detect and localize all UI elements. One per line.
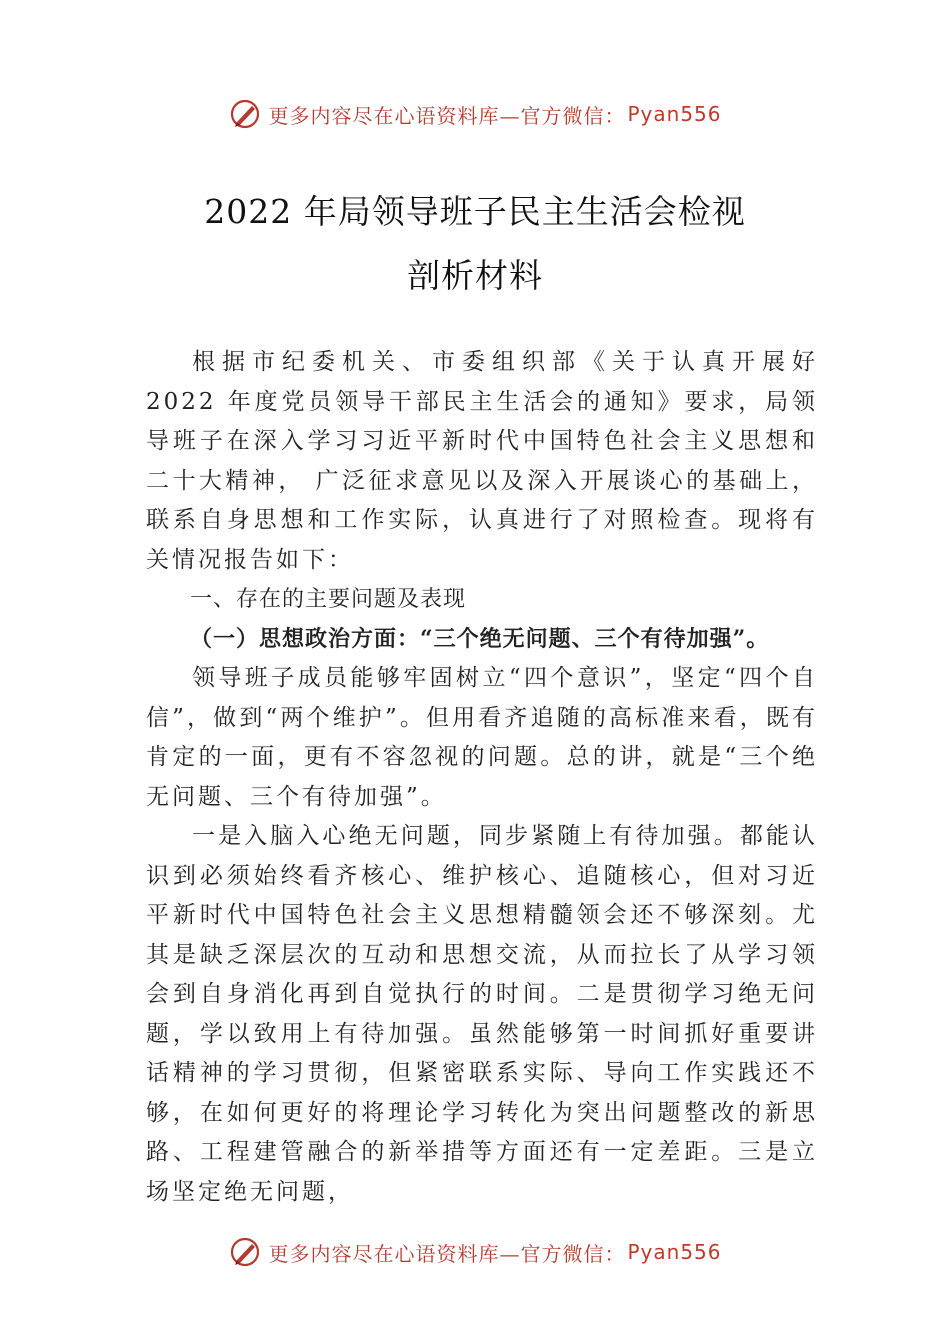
watermark-text: 更多内容尽在心语资料库—官方微信： (268, 103, 626, 128)
pen-logo-icon (228, 97, 262, 131)
subsection-heading: （一）思想政治方面：“三个绝无问题、三个有待加强”。 (190, 625, 770, 652)
pen-logo-icon (228, 1235, 262, 1269)
header-watermark (0, 94, 950, 134)
intro-paragraph: 根据市纪委机关、市委组织部《关于认真开展好 2022 年度党员领导干部民主生活会的通知》要求，局领导班子在深入学习习近平新时代中国特色社会主义思想和二十大精神， 广泛征求意见以及深入开展谈心的基础上，联系自身思想和工作实际，认真进行了对照检查。现将有关情况报告如下： (146, 349, 818, 573)
detail-paragraph: 一是入脑入心绝无问题，同步紧随上有待加强。都能认识到必须始终看齐核心、维护核心、追随核心，但对习近平新时代中国特色社会主义思想精髓领会还不够深刻。尤其是缺乏深层次的互动和思想交流，从而拉长了从学习领会到自身消化再到自觉执行的时间。二是贯彻学习绝无问题，学以致用上有待加强。虽然能够第一时间抓好重要讲话精神的学习贯彻，但紧密联系实际、导向工作实践还不够，在如何更好的将理论学习转化为突出问题整改的新思路、工程建管融合的新举措等方面还有一定差距。三是立场坚定绝无问题， (146, 823, 818, 1205)
section-heading: 一、存在的主要问题及表现 (190, 587, 467, 612)
summary-paragraph: 领导班子成员能够牢固树立“四个意识”，坚定“四个自信”，做到“两个维护”。但用看齐追随的高标准来看，既有肯定的一面，更有不容忽视的问题。总的讲，就是“三个绝无问题、三个有待加强”。 (146, 665, 818, 810)
document-title-line-2: 剖析材料 (407, 256, 543, 295)
footer-watermark (0, 1232, 950, 1272)
watermark-text: 更多内容尽在心语资料库—官方微信： (268, 1241, 626, 1266)
document-body (146, 343, 818, 1212)
watermark-handle: Pyan556 (627, 1240, 722, 1264)
watermark-handle: Pyan556 (627, 102, 722, 126)
document-title-line-1: 2022 年局领导班子民主生活会检视 (204, 192, 746, 231)
